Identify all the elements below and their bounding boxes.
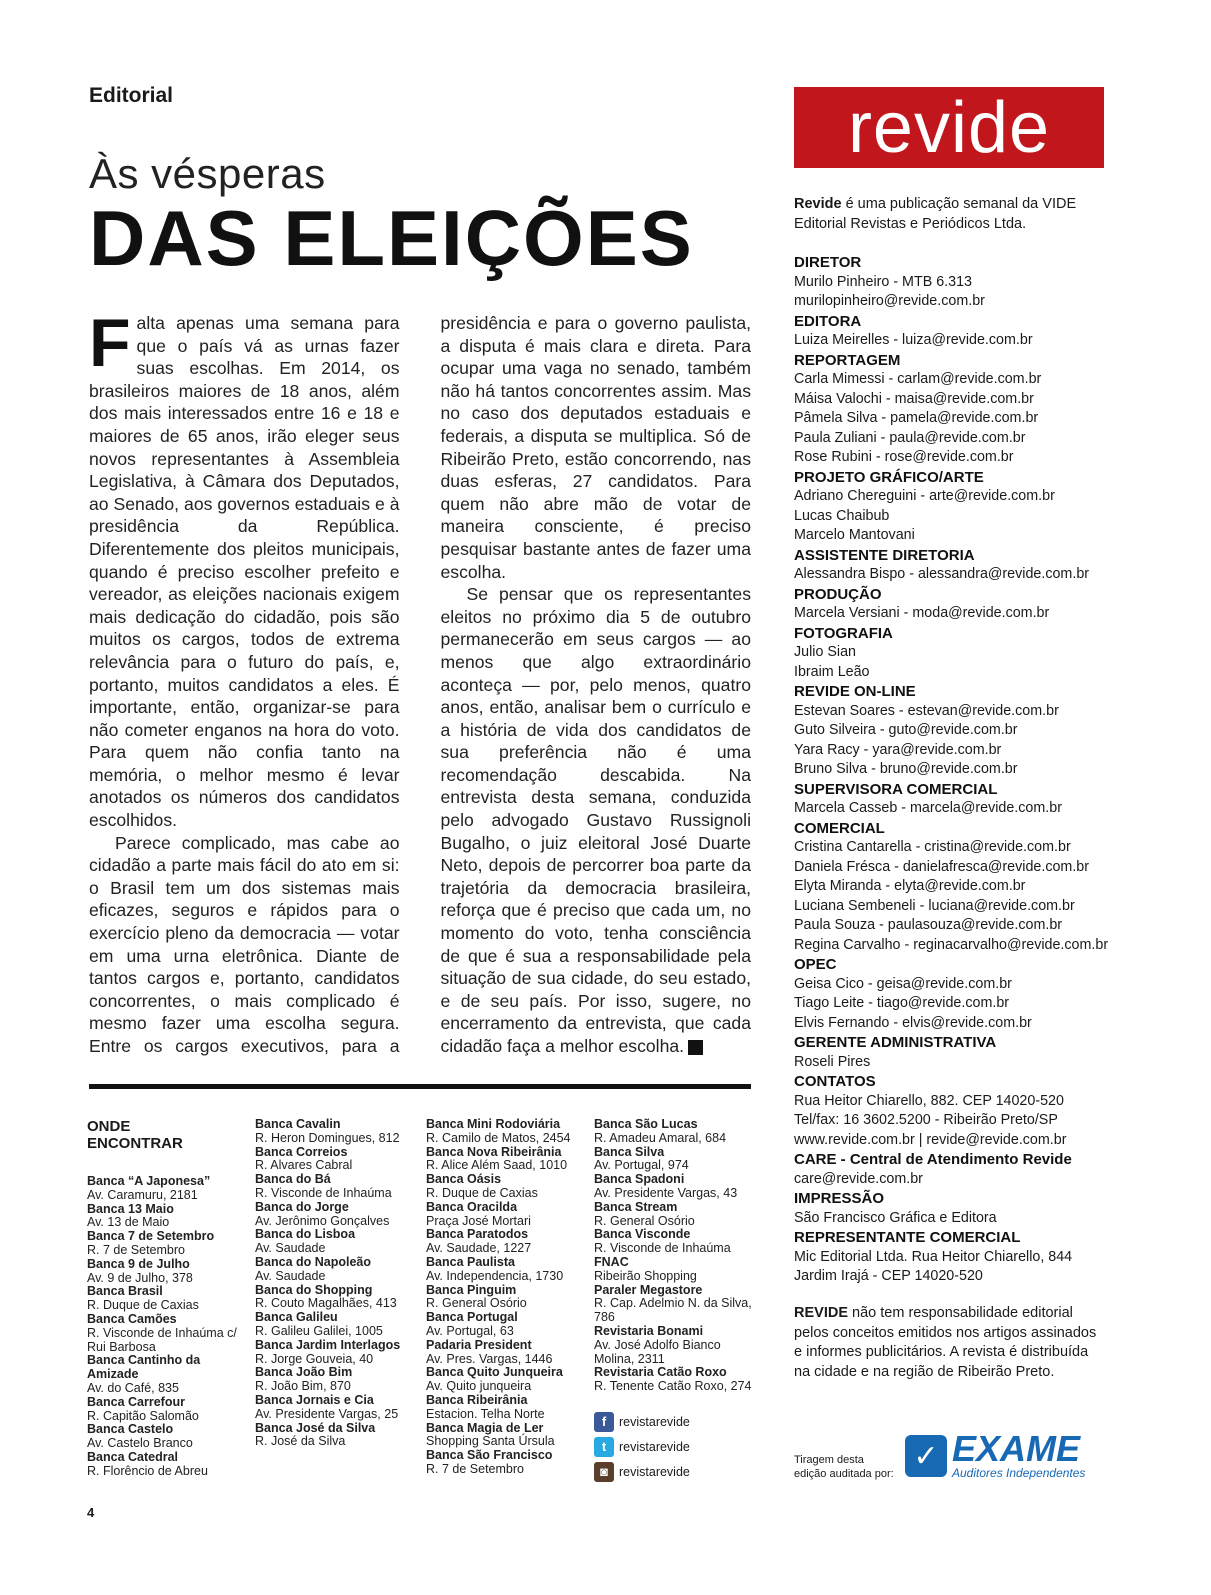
staff-heading: GERENTE ADMINISTRATIVA <box>794 1034 997 1051</box>
staff-entry: Roseli Pires <box>794 1053 871 1070</box>
staff-entry: Elyta Miranda - elyta@revide.com.br <box>794 878 1026 894</box>
staff-entry: Tiago Leite - tiago@revide.com.br <box>794 995 1010 1011</box>
store-address: Av. Saudade, 1227 <box>426 1241 532 1256</box>
store-address: Praça José Mortari <box>426 1213 531 1228</box>
store-name: Banca do Jorge <box>255 1199 349 1214</box>
store-name: Banca Galileu <box>255 1310 338 1325</box>
section-label: Editorial <box>89 84 174 107</box>
store-name: Banca Paulista <box>426 1254 515 1269</box>
facebook-icon: f <box>594 1412 614 1432</box>
staff-entry: Marcelo Mantovani <box>794 527 915 543</box>
staff-entry: Marcela Versiani - moda@revide.com.br <box>794 605 1050 621</box>
store-address: R. Amadeu Amaral, 684 <box>594 1130 727 1145</box>
checkmark-icon: ✓ <box>905 1435 947 1477</box>
social-link[interactable] <box>594 1409 690 1434</box>
store-name: Banca Nova Ribeirânia <box>426 1144 562 1159</box>
headline-kicker: Às vésperas <box>89 150 326 197</box>
store-name: Paraler Megastore <box>594 1282 703 1297</box>
distribution-column-3 <box>426 1118 586 1477</box>
store-address: R. Duque de Caxias <box>87 1298 199 1313</box>
store-name: Banca Jardim Interlagos <box>255 1337 401 1352</box>
store-address: R. Galileu Galilei, 1005 <box>255 1323 383 1338</box>
staff-entry: Julio Sian <box>794 644 856 660</box>
page-number: 4 <box>87 1505 95 1520</box>
social-links <box>594 1409 690 1484</box>
staff-entry: Daniela Frésca - danielafresca@revide.com.br <box>794 858 1090 875</box>
social-handle: revistarevide <box>619 1414 690 1429</box>
staff-heading: IMPRESSÃO <box>794 1190 885 1207</box>
store-name: Banca Visconde <box>594 1227 691 1242</box>
staff-entry: Jardim Irajá - CEP 14020-520 <box>794 1268 983 1284</box>
staff-entry: Cristina Cantarella - cristina@revide.com.br <box>794 839 1071 855</box>
store-name: Banca Camões <box>87 1311 177 1326</box>
store-name: Banca Brasil <box>87 1284 163 1299</box>
store-name: Banca Ribeirânia <box>426 1392 528 1407</box>
staff-entry: Paula Zuliani - paula@revide.com.br <box>794 429 1026 446</box>
staff-entry: Paula Souza - paulasouza@revide.com.br <box>794 917 1063 933</box>
store-address: Shopping Santa Úrsula <box>426 1434 555 1449</box>
store-name: Banca 9 de Julho <box>87 1256 190 1271</box>
store-name: Banca Jornais e Cia <box>255 1392 374 1407</box>
staff-entry: Luciana Sembeneli - luciana@revide.com.br <box>794 897 1075 914</box>
store-name: Banca Silva <box>594 1144 665 1159</box>
store-name: Banca do Lisboa <box>255 1227 356 1242</box>
headline: DAS ELEIÇÕES <box>89 194 694 282</box>
staff-entry: Regina Carvalho - reginacarvalho@revide.com.br <box>794 936 1109 953</box>
staff-heading: EDITORA <box>794 312 862 330</box>
store-address: R. Visconde de Inhaúma <box>594 1241 731 1256</box>
store-address: R. Couto Magalhães, 413 <box>255 1296 397 1311</box>
staff-heading: CONTATOS <box>794 1073 876 1090</box>
store-name: Banca Cantinho da Amizade <box>87 1353 201 1382</box>
store-address: Av. do Café, 835 <box>87 1380 179 1395</box>
staff-entry: Carla Mimessi - carlam@revide.com.br <box>794 371 1042 387</box>
store-name: Banca José da Silva <box>255 1420 376 1435</box>
store-name: Banca São Lucas <box>594 1117 698 1131</box>
store-address: Av. Jerônimo Gonçalves <box>255 1213 390 1228</box>
store-name: Banca Castelo <box>87 1422 174 1437</box>
store-address: R. João Bim, 870 <box>255 1379 351 1394</box>
staff-entry: Murilo Pinheiro - MTB 6.313 <box>794 273 972 290</box>
store-address: Av. Pres. Vargas, 1446 <box>426 1351 553 1366</box>
store-address: Av. Presidente Vargas, 43 <box>594 1185 738 1200</box>
store-address: Av. Portugal, 974 <box>594 1158 689 1173</box>
staff-entry: Tel/fax: 16 3602.5200 - Ribeirão Preto/SP <box>794 1112 1058 1128</box>
store-address: R. Tenente Catão Roxo, 274 <box>594 1379 752 1394</box>
store-address: R. 7 de Setembro <box>426 1461 524 1476</box>
store-address: R. Visconde de Inhaúma <box>255 1185 392 1200</box>
store-address: Av. 9 de Julho, 378 <box>87 1270 193 1285</box>
staff-entry: Rose Rubini - rose@revide.com.br <box>794 449 1014 465</box>
store-name: Banca Quito Junqueira <box>426 1365 563 1380</box>
social-handle: revistarevide <box>619 1439 690 1454</box>
store-name: Banca Stream <box>594 1199 678 1214</box>
staff-heading: SUPERVISORA COMERCIAL <box>794 780 998 798</box>
staff-entry: Pâmela Silva - pamela@revide.com.br <box>794 410 1039 426</box>
article-paragraph-2: Parece complicado, mas cabe ao cidadão a parte mais fácil do ato em si: o Brasil tem um dos sistemas mais eficazes, seguros e rápidos para o exercício pleno da democracia — votar em uma urna eletrônica. Diante de tantos cargos e, portanto, candidatos concorrentes, o mais complicado é mesmo fazer uma escolha segura. Entre os cargos executivos, para a presidência e para o governo paulista, a disputa é mais clara e direta. Para ocupar uma vaga no senado, também não há tantos concorrentes assim. Mas no caso dos deputados estaduais e federais, a disputa se multiplica. Só de Ribeirão Preto, estão concorrendo, nas duas esferas, 27 candidatos. Para quem não abre mão de votar de maneira consciente, é preciso pesquisar bastante antes de fazer uma escolha. <box>89 313 751 1056</box>
store-name: Banca Spadoni <box>594 1172 685 1187</box>
staff-entry: São Francisco Gráfica e Editora <box>794 1209 997 1226</box>
staff-heading: FOTOGRAFIA <box>794 624 893 642</box>
store-address: Av. Castelo Branco <box>87 1436 193 1451</box>
staff-heading: PRODUÇÃO <box>794 585 882 603</box>
revide-logo: revide <box>794 87 1104 168</box>
store-name: Banca Paratodos <box>426 1227 529 1242</box>
store-address: R. Alvares Cabral <box>255 1158 353 1173</box>
store-name: Banca São Francisco <box>426 1448 553 1463</box>
where-to-find-title: ONDE ENCONTRAR <box>87 1118 183 1152</box>
twitter-icon: t <box>594 1437 614 1457</box>
store-address: R. Alice Além Saad, 1010 <box>426 1158 568 1173</box>
store-name: Banca Mini Rodoviária <box>426 1117 561 1131</box>
store-address: Av. Portugal, 63 <box>426 1323 514 1338</box>
store-name: Banca Correios <box>255 1144 348 1159</box>
store-address: R. Visconde de Inhaúma c/ Rui Barbosa <box>87 1325 237 1354</box>
store-address: R. Heron Domingues, 812 <box>255 1130 400 1145</box>
staff-entry: Adriano Chereguini - arte@revide.com.br <box>794 488 1055 504</box>
store-name: Banca do Shopping <box>255 1282 373 1297</box>
store-name: Banca Magia de Ler <box>426 1420 544 1435</box>
staff-entry: Mic Editorial Ltda. Rua Heitor Chiarello, 844 <box>794 1248 1073 1265</box>
store-name: Revistaria Catão Roxo <box>594 1365 727 1380</box>
masthead-intro: Revide é uma publicação semanal da VIDE Editorial Revistas e Periódicos Ltda. <box>794 196 1077 232</box>
store-address: R. General Osório <box>426 1296 527 1311</box>
store-address: R. Camilo de Matos, 2454 <box>426 1130 571 1145</box>
store-address: Av. José Adolfo Bianco Molina, 2311 <box>594 1337 721 1366</box>
store-address: R. Cap. Adelmio N. da Silva, 786 <box>594 1296 752 1325</box>
store-name: Padaria President <box>426 1337 532 1352</box>
store-name: Banca do Napoleão <box>255 1254 371 1269</box>
distribution-column-4 <box>594 1118 754 1394</box>
store-address: R. Florêncio de Abreu <box>87 1463 208 1478</box>
store-name: FNAC <box>594 1254 629 1269</box>
store-address: Av. Saudade <box>255 1241 326 1256</box>
store-name: Revistaria Bonami <box>594 1323 704 1338</box>
store-address: Av. Quito junqueira <box>426 1379 532 1394</box>
social-link[interactable] <box>594 1434 690 1459</box>
staff-list <box>794 253 1114 1287</box>
store-address: R. 7 de Setembro <box>87 1242 185 1257</box>
store-name: Banca do Bá <box>255 1172 331 1187</box>
store-name: Banca 13 Maio <box>87 1201 174 1216</box>
staff-entry: Lucas Chaibub <box>794 507 890 524</box>
store-address: Av. Independencia, 1730 <box>426 1268 564 1283</box>
exame-logo: ✓ EXAME Auditores Independentes <box>905 1432 1085 1480</box>
article-paragraph-3: Se pensar que os representantes eleitos no próximo dia 5 de outubro permanecerão em seus cargos — ao menos que algo extraordinário aconteça — por, pelo menos, quatro anos, então, analisar bem o currículo e a história de vida dos candidatos de sua preferência não é uma recomendação descabida. Na entrevista desta semana, conduzida pelo advogado Gustavo Russignoli Bugalho, o juiz eleitoral José Duarte Neto, depois de percorrer boa parte da trajetória da democracia brasileira, reforça que é preciso que cada um, no momento do voto, tenha consciência de que é sua a responsabilidade pela situação de sua cidade, do seu estado, e de seu país. Por isso, sugere, no encerramento da entrevista, que cada cidadão faça a melhor escolha. r <box>440 584 751 1056</box>
store-name: Banca Catedral <box>87 1449 179 1464</box>
store-name: Banca 7 de Setembro <box>87 1229 215 1244</box>
staff-heading: REPORTAGEM <box>794 351 901 369</box>
staff-entry: murilopinheiro@revide.com.br <box>794 293 985 309</box>
staff-entry: Estevan Soares - estevan@revide.com.br <box>794 702 1059 719</box>
article-paragraph-1: Falta apenas uma semana para que o país vá as urnas fazer suas escolhas. Em 2014, os brasileiros maiores de 18 anos, além dos mais interessados entre 16 e 18 e maiores de 65 anos, irão eleger seus novos representantes à Assembleia Legislativa, à Câmara dos Deputados, ao Senado, aos governos estaduais e à presidência da República. Diferentemente dos pleitos municipais, quando é preciso escolher prefeito e vereador, as eleições nacionais exigem mais dedicação do cidadão, pois são muitos os cargos, todos de extrema relevância para o futuro do país, e, portanto, muitos candidatos a eles. É importante, então, organizar-se para não cometer enganos na hora do voto. Para quem não confia tanto na memória, o melhor mesmo é levar anotados os números dos candidatos escolhidos. <box>89 305 400 831</box>
store-address: R. José da Silva <box>255 1434 346 1449</box>
store-name: Banca Pinguim <box>426 1282 517 1297</box>
staff-heading: OPEC <box>794 956 837 973</box>
store-name: Banca Carrefour <box>87 1394 185 1409</box>
store-address: R. Jorge Gouveia, 40 <box>255 1351 374 1366</box>
staff-entry: www.revide.com.br | revide@revide.com.br <box>794 1131 1067 1148</box>
divider-rule <box>89 1084 751 1089</box>
store-address: Av. Caramuru, 2181 <box>87 1187 198 1202</box>
end-mark-icon: r <box>688 1040 703 1055</box>
store-address: Av. Presidente Vargas, 25 <box>255 1406 399 1421</box>
drop-cap: F <box>89 305 131 381</box>
staff-heading: REVIDE ON-LINE <box>794 683 916 700</box>
staff-heading: PROJETO GRÁFICO/ARTE <box>794 468 984 486</box>
staff-heading: CARE - Central de Atendimento Revide <box>794 1151 1072 1168</box>
staff-entry: Bruno Silva - bruno@revide.com.br <box>794 761 1018 777</box>
social-link[interactable] <box>594 1459 690 1484</box>
staff-entry: Geisa Cico - geisa@revide.com.br <box>794 975 1012 992</box>
store-name: Banca Cavalin <box>255 1117 341 1131</box>
store-name: Banca Oracilda <box>426 1199 518 1214</box>
staff-entry: Marcela Casseb - marcela@revide.com.br <box>794 800 1062 816</box>
store-address: Ribeirão Shopping <box>594 1268 697 1283</box>
distribution-column-2 <box>255 1118 415 1449</box>
store-address: R. Capitão Salomão <box>87 1408 199 1423</box>
staff-entry: Luiza Meirelles - luiza@revide.com.br <box>794 332 1033 348</box>
staff-entry: Ibraim Leão <box>794 663 870 680</box>
audit-note: Tiragem desta edição auditada por: <box>794 1454 894 1480</box>
staff-entry: Alessandra Bispo - alessandra@revide.com.br <box>794 566 1090 582</box>
store-address: Av. 13 de Maio <box>87 1215 170 1230</box>
distribution-column-1 <box>87 1175 247 1479</box>
staff-entry: Yara Racy - yara@revide.com.br <box>794 741 1002 758</box>
disclaimer: REVIDE não tem responsabilidade editorial pelos conceitos emitidos nos artigos assinados e informes publicitários. A revista é distribuída na cidade e na região de Ribeirão Preto. <box>794 1305 1097 1380</box>
staff-entry: care@revide.com.br <box>794 1170 923 1187</box>
staff-heading: ASSISTENTE DIRETORIA <box>794 546 975 564</box>
store-name: Banca João Bim <box>255 1365 353 1380</box>
store-address: Estacion. Telha Norte <box>426 1406 545 1421</box>
staff-entry: Rua Heitor Chiarello, 882. CEP 14020-520 <box>794 1092 1064 1109</box>
store-name: Banca “A Japonesa” <box>87 1174 211 1188</box>
store-address: R. Duque de Caxias <box>426 1185 538 1200</box>
instagram-icon: ◙ <box>594 1462 614 1482</box>
social-handle: revistarevide <box>619 1464 690 1479</box>
article-body <box>89 305 751 1062</box>
staff-heading: REPRESENTANTE COMERCIAL <box>794 1229 1021 1246</box>
store-name: Banca Portugal <box>426 1310 518 1325</box>
store-name: Banca Oásis <box>426 1172 502 1187</box>
staff-entry: Guto Silveira - guto@revide.com.br <box>794 722 1018 738</box>
store-address: Av. Saudade <box>255 1268 326 1283</box>
staff-heading: DIRETOR <box>794 254 862 271</box>
staff-entry: Elvis Fernando - elvis@revide.com.br <box>794 1014 1032 1031</box>
staff-heading: COMERCIAL <box>794 819 885 837</box>
staff-entry: Máisa Valochi - maisa@revide.com.br <box>794 390 1034 407</box>
store-address: R. General Osório <box>594 1213 695 1228</box>
